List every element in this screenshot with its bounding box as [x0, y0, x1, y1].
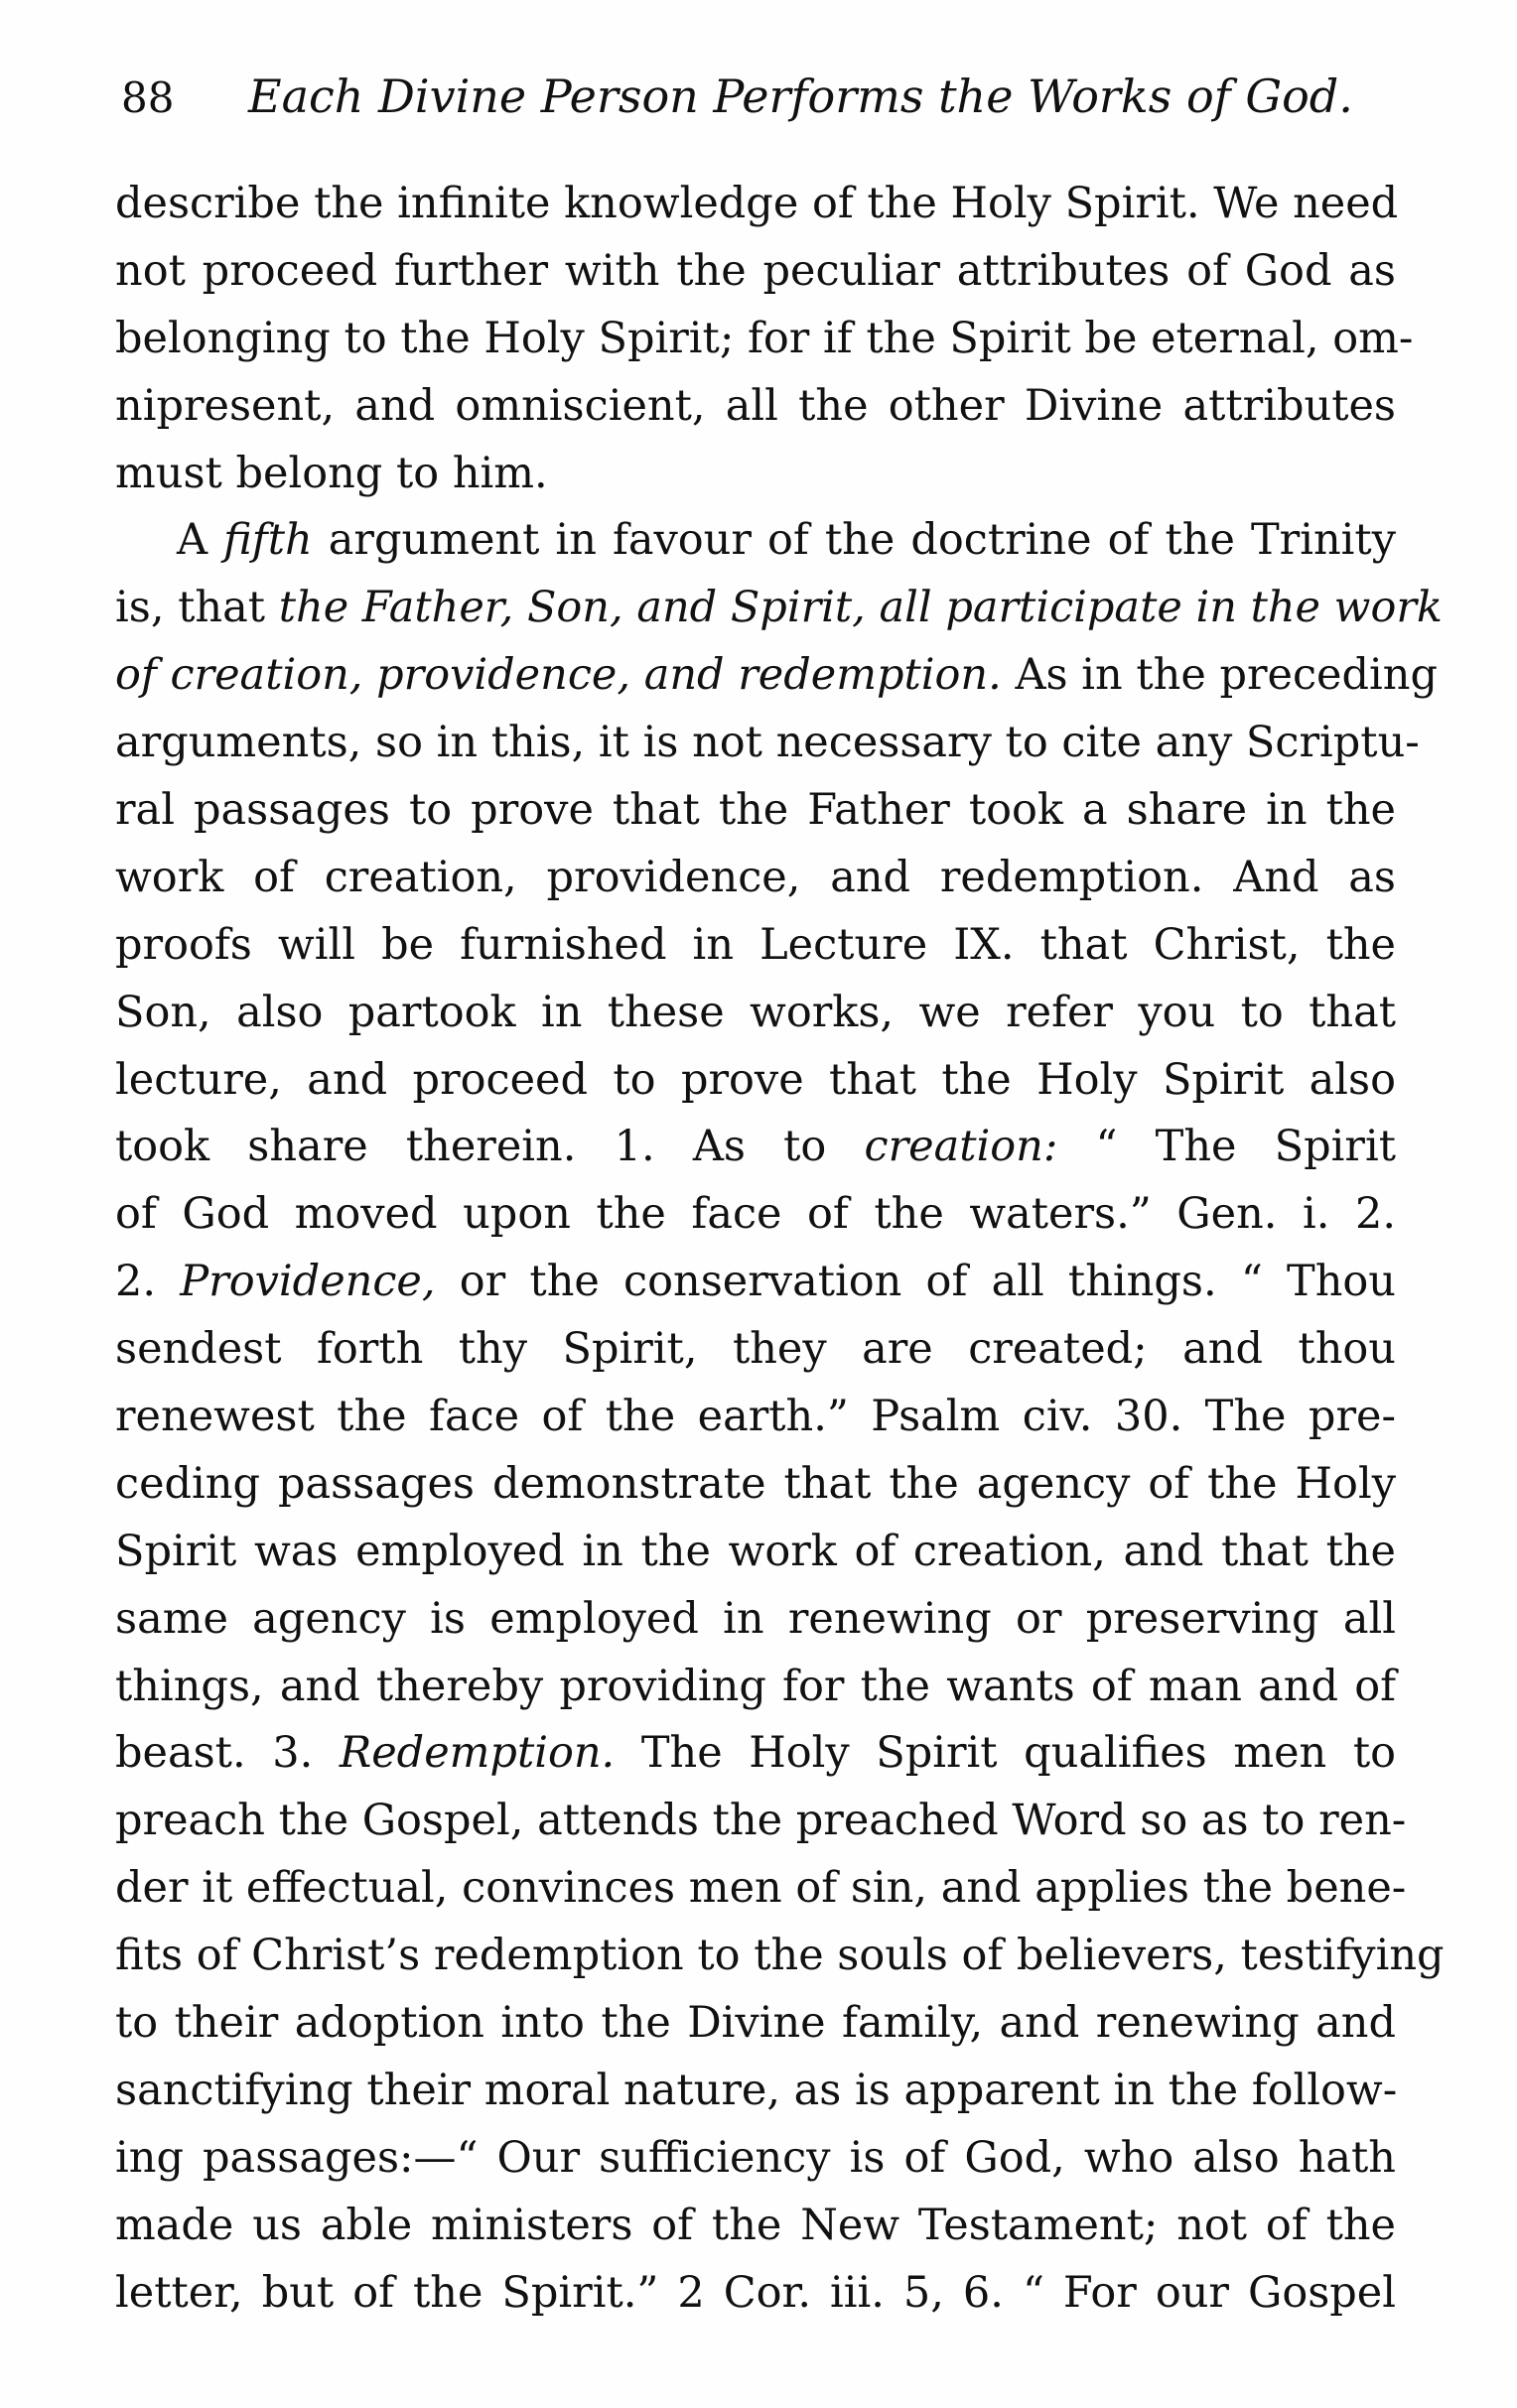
text-segment: is, that	[115, 583, 279, 633]
text-line	[115, 1990, 1396, 2058]
text-segment: As in the preceding	[1001, 650, 1438, 701]
text-line	[115, 171, 1399, 238]
text-line	[115, 2058, 1396, 2125]
text-line	[115, 1923, 1445, 1990]
text-line	[115, 2193, 1396, 2260]
text-line	[115, 845, 1396, 912]
text-line	[115, 1720, 1396, 1788]
italic-text: the Father, Son, and Spirit, all participate in the work	[278, 583, 1443, 633]
text-segment: nipresent, and omniscient, all the other Divine attributes	[115, 380, 1396, 431]
text-line	[115, 1855, 1407, 1923]
text-line	[115, 306, 1414, 373]
text-segment: took share therein. 1. As to	[115, 1122, 865, 1172]
text-segment: The Holy Spirit qualifies men to	[615, 1728, 1396, 1779]
text-line	[115, 777, 1396, 845]
italic-text: of creation, providence, and redemption.	[115, 650, 1002, 701]
text-segment: Son, also partook in these works, we refer you to that	[115, 987, 1396, 1037]
page-number: 88	[121, 73, 175, 122]
text-line	[115, 575, 1443, 642]
text-line	[115, 1519, 1396, 1586]
text-segment: sanctifying their moral nature, as is apparent in the follow-	[115, 2065, 1398, 2115]
text-segment: “ The Spirit	[1057, 1122, 1396, 1172]
text-line	[115, 1451, 1396, 1519]
text-segment: to their adoption into the Divine family, and renewing and	[115, 1998, 1396, 2049]
text-segment: sendest forth thy Spirit, they are created; and thou	[115, 1324, 1396, 1375]
text-segment: renewest the face of the earth.” Psalm civ. 30. The pre-	[115, 1392, 1396, 1442]
italic-text: Redemption.	[339, 1728, 616, 1779]
running-title: Each Divine Person Performs the Works of God.	[248, 69, 1353, 123]
text-line	[115, 1047, 1396, 1115]
text-line	[115, 710, 1420, 777]
text-segment: 2.	[115, 1257, 181, 1307]
text-segment: ceding passages demonstrate that the agency of the Holy	[115, 1458, 1396, 1509]
italic-text: creation:	[864, 1122, 1058, 1172]
text-line	[115, 642, 1438, 710]
text-line	[115, 2260, 1396, 2328]
text-segment: belonging to the Holy Spirit; for if the Spirit be eternal, om-	[115, 313, 1414, 363]
text-segment: same agency is employed in renewing or preserving all	[115, 1593, 1396, 1644]
text-segment: proofs will be furnished in Lecture IX. that Christ, the	[115, 919, 1396, 970]
text-segment: describe the infinite knowledge of the Holy Spirit. We need	[115, 179, 1399, 228]
text-segment: der it effectual, convinces men of sin, and applies the bene-	[115, 1863, 1407, 1914]
text-segment: work of creation, providence, and redemption. And as	[115, 852, 1396, 902]
body-text	[115, 171, 1445, 2328]
text-segment: Spirit was employed in the work of creation, and that the	[115, 1526, 1396, 1576]
text-line	[115, 1586, 1396, 1654]
text-line	[115, 1384, 1396, 1451]
italic-text: fifth	[223, 515, 313, 566]
text-segment: of God moved upon the face of the waters.” Gen. i. 2.	[115, 1189, 1396, 1240]
text-segment: letter, but of the Spirit.” 2 Cor. iii. 5, 6. “ For our Gospel	[115, 2267, 1396, 2318]
text-line	[115, 373, 1396, 441]
text-line	[115, 1181, 1396, 1249]
text-segment: arguments, so in this, it is not necessary to cite any Scriptu-	[115, 718, 1420, 768]
italic-text: Providence,	[180, 1257, 436, 1307]
text-segment: preach the Gospel, attends the preached Word so as to ren-	[115, 1796, 1407, 1846]
text-segment: beast. 3.	[115, 1728, 340, 1779]
text-line	[115, 1249, 1396, 1316]
text-segment: or the conservation of all things. “ Thou	[435, 1257, 1396, 1307]
text-line	[115, 2125, 1396, 2193]
text-segment: not proceed further with the peculiar attributes of God as	[115, 245, 1396, 296]
text-line	[115, 1316, 1396, 1384]
text-line	[115, 1788, 1407, 1855]
text-line	[115, 1114, 1396, 1181]
text-segment: must belong to him.	[115, 448, 548, 498]
text-segment: fits of Christ’s redemption to the souls of believers, testifying	[115, 1931, 1445, 1981]
text-line	[115, 980, 1396, 1047]
text-line	[115, 1654, 1396, 1721]
text-segment: ral passages to prove that the Father took a share in the	[115, 785, 1396, 836]
text-segment: argument in favour of the doctrine of the Trinity	[312, 515, 1396, 566]
text-line	[115, 238, 1396, 306]
text-line	[115, 441, 1396, 508]
text-line	[115, 507, 1396, 575]
text-segment: made us able ministers of the New Testament; not of the	[115, 2200, 1396, 2250]
text-line	[115, 912, 1396, 980]
text-segment: lecture, and proceed to prove that the Holy Spirit also	[115, 1054, 1396, 1105]
page-header	[121, 69, 1353, 149]
text-segment: things, and thereby providing for the wants of man and of	[115, 1661, 1396, 1711]
text-segment: A	[177, 515, 224, 566]
text-segment: ing passages:—“ Our sufficiency is of God, who also hath	[115, 2132, 1396, 2183]
